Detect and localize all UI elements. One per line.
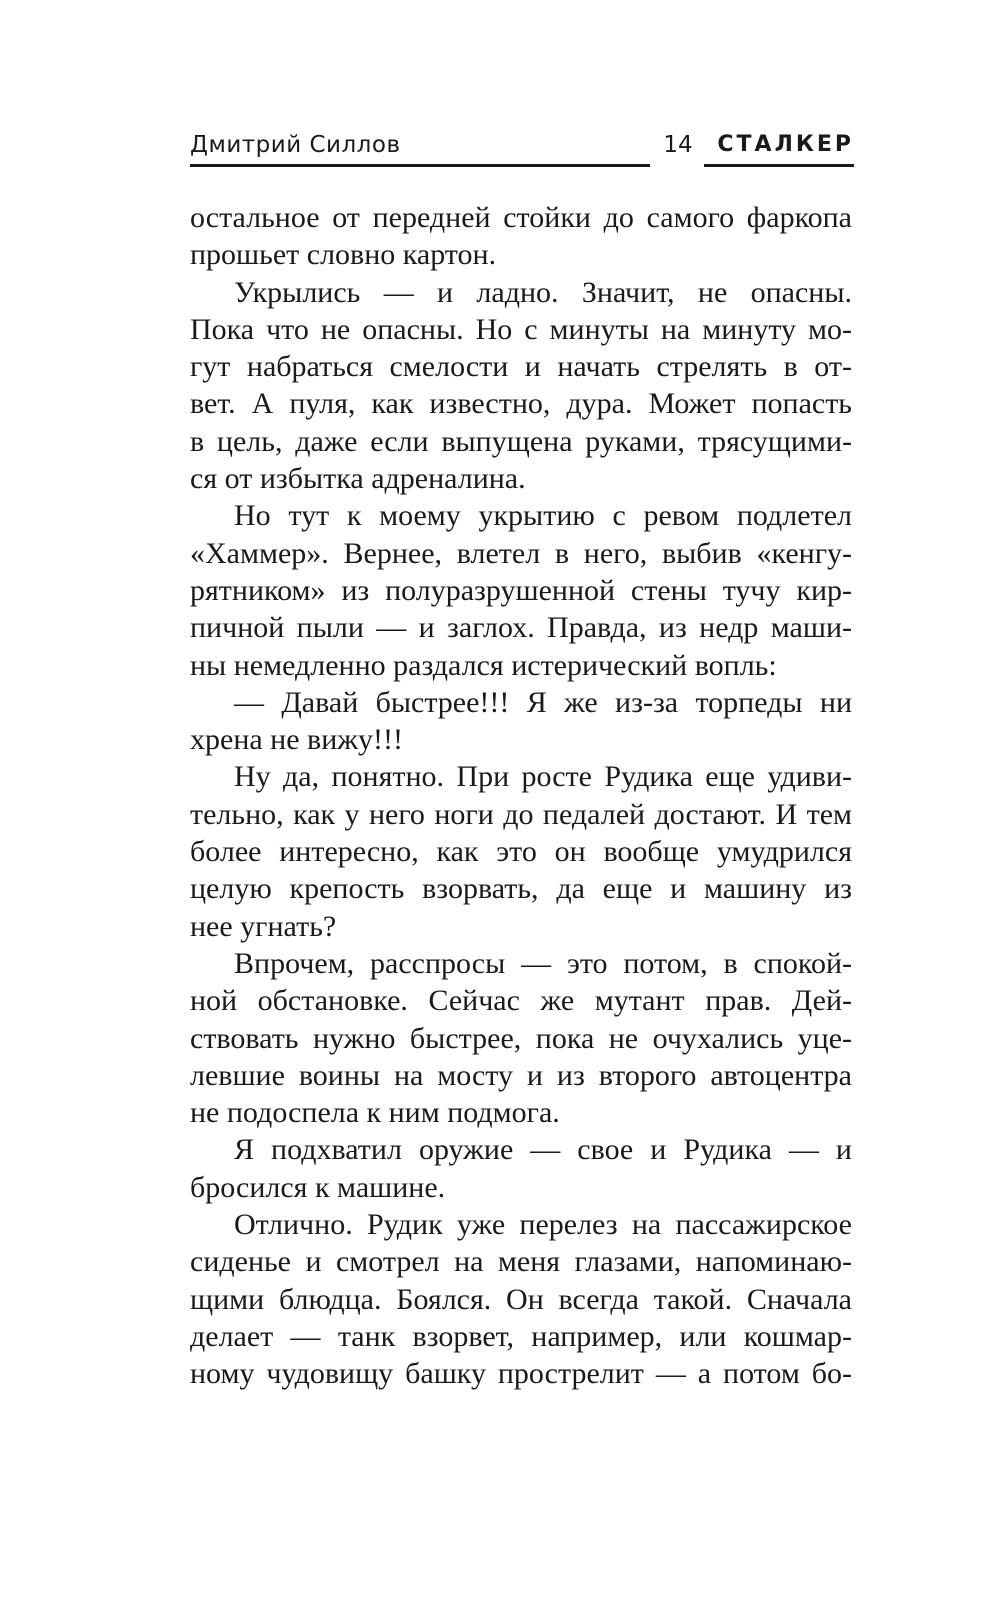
text-line: Но тут к моему укрытию с ревом подлетел [234, 499, 852, 533]
text-line: хрена не вижу!!! [190, 723, 403, 757]
text-line: делает — танк взорвет, например, или кошмар- [190, 1319, 852, 1353]
text-line: «Хаммер». Вернее, влетел в него, выбив «кенгу- [190, 536, 852, 570]
text-line: Пока что не опасны. Но с минуты на минуту мо- [190, 312, 852, 346]
text-line: Впрочем, расспросы — это потом, в спокой- [234, 946, 852, 980]
text-line: — Давай быстрее!!! Я же из-за торпеды ни [234, 685, 852, 719]
series-title: СТАЛКЕР [717, 132, 854, 157]
text-line: ствовать нужно быстрее, пока не очухались уце- [190, 1021, 852, 1055]
text-line: более интересно, как это он вообще умудрился [190, 835, 852, 869]
text-line: Отлично. Рудик уже перелез на пассажирское [234, 1208, 852, 1242]
text-line: ся от избытка адреналина. [190, 462, 526, 496]
header-rule-left [190, 164, 650, 167]
text-line: вет. А пуля, как известно, дура. Может попасть [190, 387, 852, 421]
text-line: Ну да, понятно. При росте Рудика еще удиви- [234, 760, 852, 794]
text-line: бросился к машине. [190, 1170, 446, 1204]
text-line: ному чудовищу башку прострелит — а потом бо- [190, 1357, 852, 1391]
text-line: ны немедленно раздался истерический вопль: [190, 648, 777, 682]
text-line: сиденье и смотрел на меня глазами, напоминаю- [190, 1245, 852, 1279]
header-rule-right [704, 164, 854, 167]
text-line: ной обстановке. Сейчас же мутант прав. Дей- [190, 984, 852, 1018]
page-number: 14 [663, 132, 693, 158]
text-line: Я подхватил оружие — свое и Рудика — и [234, 1133, 852, 1167]
text-line: нее угнать? [190, 909, 337, 943]
text-line: щими блюдца. Боялся. Он всегда такой. Сначала [190, 1282, 852, 1316]
text-line: целую крепость взорвать, да еще и машину из [190, 872, 852, 906]
text-line: левшие воины на мосту и из второго автоцентра [190, 1058, 852, 1092]
text-line: прошьет словно картон. [190, 238, 497, 272]
text-line: в цель, даже если выпущена руками, трясущими- [190, 424, 852, 458]
text-line: не подоспела к ним подмога. [190, 1096, 560, 1130]
text-line: рятником» из полуразрушенной стены тучу кир- [190, 573, 852, 607]
text-line: пичной пыли — и заглох. Правда, из недр маши- [190, 611, 852, 645]
text-line: Укрылись — и ладно. Значит, не опасны. [234, 275, 852, 309]
author-name: Дмитрий Силлов [190, 132, 401, 158]
text-line: гут набраться смелости и начать стрелять в от- [190, 350, 852, 384]
text-line: остальное от передней стойки до самого фаркопа [190, 201, 852, 234]
running-header [190, 130, 854, 170]
body-text [190, 199, 852, 1393]
text-line: тельно, как у него ноги до педалей достают. И тем [190, 797, 852, 831]
